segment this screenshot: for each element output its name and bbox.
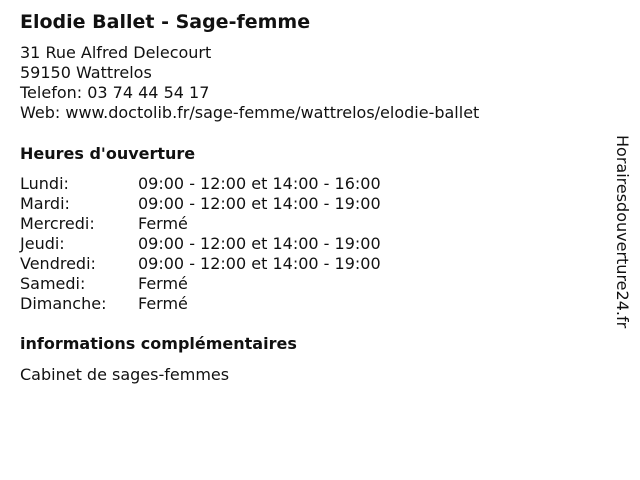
hours-time: Fermé (138, 214, 188, 233)
additional-info-heading: informations complémentaires (20, 334, 297, 353)
hours-day: Lundi: (20, 174, 69, 193)
hours-time: Fermé (138, 274, 188, 293)
hours-time: 09:00 - 12:00 et 14:00 - 16:00 (138, 174, 381, 193)
address-block (20, 43, 479, 123)
hours-day: Jeudi: (20, 234, 65, 253)
hours-day: Mercredi: (20, 214, 95, 233)
hours-day: Samedi: (20, 274, 86, 293)
website-link: Web: www.doctolib.fr/sage-femme/wattrelos/elodie-ballet (20, 103, 480, 122)
address-city: 59150 Wattrelos (20, 63, 152, 82)
hours-day: Mardi: (20, 194, 70, 213)
hours-time: 09:00 - 12:00 et 14:00 - 19:00 (138, 234, 381, 253)
phone-number: Telefon: 03 74 44 54 17 (20, 83, 210, 102)
site-watermark: Horairesdouverture24.fr (613, 135, 632, 329)
hours-time: 09:00 - 12:00 et 14:00 - 19:00 (138, 254, 381, 273)
opening-hours-heading: Heures d'ouverture (20, 144, 196, 163)
page-title: Elodie Ballet - Sage-femme (20, 11, 311, 33)
address-street: 31 Rue Alfred Delecourt (20, 43, 212, 62)
hours-day: Vendredi: (20, 254, 96, 273)
hours-time: 09:00 - 12:00 et 14:00 - 19:00 (138, 194, 381, 213)
additional-info-text: Cabinet de sages-femmes (20, 365, 230, 384)
hours-time: Fermé (138, 294, 188, 313)
hours-day: Dimanche: (20, 294, 107, 313)
